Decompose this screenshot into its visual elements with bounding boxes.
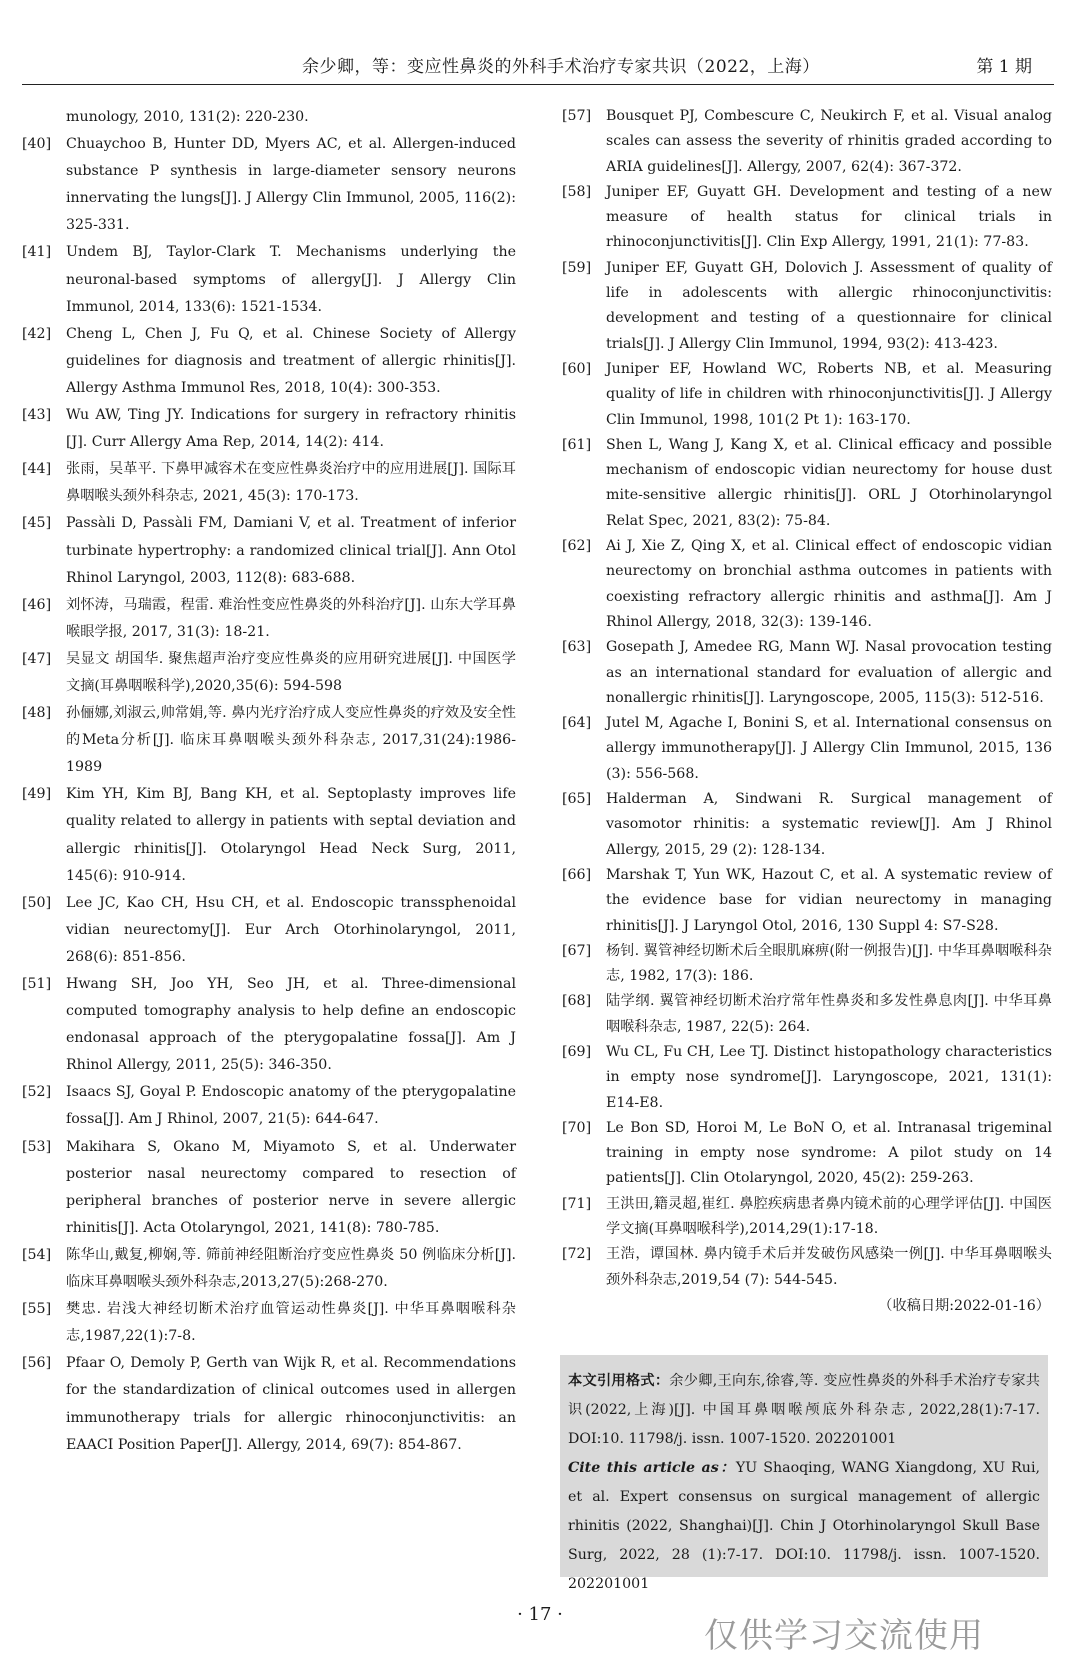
reference-item	[562, 711, 1052, 787]
reference-number: [69]	[562, 1043, 592, 1060]
reference-text: Marshak T, Yun WK, Hazout C, et al. A systematic review of the evidence base for vidian neurectomy in managing rhinitis[J]. J Laryngol Otol, 2016, 130 Suppl 4: S7-S28.	[606, 866, 1052, 934]
reference-item	[562, 635, 1052, 711]
reference-text: munology, 2010, 131(2): 220-230.	[66, 109, 309, 125]
reference-item	[22, 592, 516, 646]
reference-number: [49]	[22, 786, 52, 803]
citation-text-cn: 余少卿,王向东,徐睿,等. 变应性鼻炎的外科手术治疗专家共识(2022,上海)[J]. 中国耳鼻咽喉颅底外科杂志, 2022,28(1):7-17. DOI:10. 11798/j. issn. 1007-1520. 202201001	[568, 1373, 1040, 1447]
reference-item	[22, 104, 516, 131]
reference-text: Jutel M, Agache I, Bonini S, et al. International consensus on allergy immunotherapy[J]. J Allergy Clin Immunol, 2015, 136 (3): 556-568.	[606, 715, 1052, 782]
reference-item	[562, 1192, 1052, 1243]
reference-text: Lee JC, Kao CH, Hsu CH, et al. Endoscopic transsphenoidal vidian neurectomy[J]. Eur Arch Otorhinolaryngol, 2011, 268(6): 851-856.	[66, 894, 516, 965]
reference-number: [59]	[562, 259, 592, 276]
reference-number: [58]	[562, 183, 592, 200]
reference-text: Kim YH, Kim BJ, Bang KH, et al. Septoplasty improves life quality related to allergy in patients with septal deviation and allergic rhinitis[J]. Otolaryngol Head Neck Surg, 2011, 145(6): 910-914.	[66, 786, 516, 884]
reference-text: 陆学纲. 翼管神经切断术治疗常年性鼻炎和多发性鼻息肉[J]. 中华耳鼻咽喉科杂志, 1987, 22(5): 264.	[606, 993, 1052, 1035]
reference-text: Shen L, Wang J, Kang X, et al. Clinical efficacy and possible mechanism of endoscopic vidian neurectomy for house dust mite-sensitive allergic rhinitis[J]. ORL J Otorhinolaryngol Relat Spec, 2021, 83(2): 75-84.	[606, 436, 1052, 529]
reference-number: [63]	[562, 639, 592, 656]
reference-text: Wu CL, Fu CH, Lee TJ. Distinct histopathology characteristics in empty nose syndrome[J]. Laryngoscope, 2021, 131(1): E14-E8.	[606, 1043, 1052, 1111]
reference-number: [51]	[22, 976, 52, 992]
reference-item	[22, 510, 516, 591]
reference-text: Isaacs SJ, Goyal P. Endoscopic anatomy of the pterygopalatine fossa[J]. Am J Rhinol, 2007, 21(5): 644-647.	[66, 1084, 516, 1128]
reference-text: Le Bon SD, Horoi M, Le BoN O, et al. Intranasal trigeminal training in empty nose syndrome: A pilot study on 14 patients[J]. Clin Otolaryngol, 2020, 45(2): 259-263.	[606, 1119, 1052, 1187]
reference-text: Gosepath J, Amedee RG, Mann WJ. Nasal provocation testing as an international standard for evaluation of allergic and nonallergic rhinitis[J]. Laryngoscope, 2005, 115(3): 512-516.	[606, 639, 1052, 706]
reference-item	[562, 104, 1052, 180]
reference-number: [71]	[562, 1195, 592, 1212]
reference-number: [52]	[22, 1084, 52, 1101]
reference-item	[562, 787, 1052, 863]
reference-number: [72]	[562, 1246, 592, 1263]
reference-number: [70]	[562, 1119, 592, 1136]
reference-number: [48]	[22, 705, 52, 722]
reference-number: [64]	[562, 715, 592, 732]
reference-text: Halderman A, Sindwani R. Surgical management of vasomotor rhinitis: a systematic review[J]. Am J Rhinol Allergy, 2015, 29 (2): 128-134.	[606, 791, 1052, 858]
reference-number: [60]	[562, 360, 592, 377]
page-header	[22, 44, 1054, 85]
reference-item	[22, 1079, 516, 1133]
reference-text: Makihara S, Okano M, Miyamoto S, et al. Underwater posterior nasal neurectomy compared to resection of peripheral branches of posterior nerve in severe allergic rhinitis[J]. Acta Otolaryngol, 2021, 141(8): 780-785.	[66, 1138, 516, 1236]
reference-number: [56]	[22, 1355, 52, 1372]
reference-text: 王浩，谭国林. 鼻内镜手术后并发破伤风感染一例[J]. 中华耳鼻咽喉头颈外科杂志,2019,54 (7): 544-545.	[606, 1246, 1052, 1288]
citation-box	[560, 1355, 1048, 1592]
issue-number: 第 1 期	[976, 57, 1032, 77]
reference-text: Chuaychoo B, Hunter DD, Myers AC, et al. Allergen-induced substance P synthesis in large-diameter sensory neurons innervating the lungs[J]. J Allergy Clin Immunol, 2005, 116(2): 325-331.	[66, 136, 516, 234]
reference-number: [62]	[562, 538, 592, 555]
reference-text: 吴显文 胡国华. 聚焦超声治疗变应性鼻炎的应用研究进展[J]. 中国医学文摘(耳鼻咽喉科学),2020,35(6): 594-598	[66, 650, 516, 694]
reference-number: [50]	[22, 894, 52, 911]
reference-text: Wu AW, Ting JY. Indications for surgery in refractory rhinitis [J]. Curr Allergy Ama Rep, 2014, 14(2): 414.	[66, 407, 516, 451]
reference-number: [44]	[22, 461, 52, 478]
reference-item	[22, 700, 516, 781]
reference-text: Juniper EF, Guyatt GH. Development and testing of a new measure of health status for clinical trials in rhinoconjunctivitis[J]. Clin Exp Allergy, 1991, 21(1): 77-83.	[606, 183, 1052, 251]
reference-item	[562, 1242, 1052, 1293]
reference-text: Hwang SH, Joo YH, Seo JH, et al. Three-dimensional computed tomography analysis to help define an endoscopic endonasal approach of the pterygopalatine fossa[J]. Am J Rhinol Allergy, 2011, 25(5): 346-350.	[66, 976, 516, 1074]
citation-label-en: Cite this article as：	[568, 1460, 736, 1476]
reference-item	[22, 131, 516, 239]
reference-number: [41]	[22, 244, 52, 261]
reference-number: [40]	[22, 136, 52, 153]
reference-column-right	[562, 104, 1052, 1319]
reference-number: [54]	[22, 1246, 52, 1263]
reference-item	[562, 939, 1052, 990]
reference-text: 杨钊. 翼管神经切断术后全眼肌麻痹(附一例报告)[J]. 中华耳鼻咽喉科杂志, 1982, 17(3): 186.	[606, 942, 1052, 985]
reference-item	[22, 456, 516, 510]
reference-item	[22, 1134, 516, 1242]
reference-item	[22, 781, 516, 889]
reference-number: [43]	[22, 407, 52, 424]
reference-item	[22, 890, 516, 971]
reference-number: [46]	[22, 596, 52, 613]
reference-item	[562, 180, 1052, 256]
reference-item	[22, 971, 516, 1079]
reference-item	[22, 646, 516, 700]
reference-number: [55]	[22, 1301, 52, 1318]
reference-item	[562, 433, 1052, 534]
reference-text: 张雨，吴革平. 下鼻甲减容术在变应性鼻炎治疗中的应用进展[J]. 国际耳鼻咽喉头颈外科杂志, 2021, 45(3): 170-173.	[66, 461, 516, 505]
reference-item	[562, 1040, 1052, 1116]
reference-item	[22, 1350, 516, 1458]
reference-item	[562, 534, 1052, 635]
reference-number: [53]	[22, 1138, 52, 1155]
reference-item	[22, 321, 516, 402]
reference-number: [61]	[562, 436, 592, 453]
reference-item	[22, 402, 516, 456]
reference-number: [57]	[562, 108, 592, 124]
reference-item	[562, 256, 1052, 357]
reference-text: Bousquet PJ, Combescure C, Neukirch F, et al. Visual analog scales can assess the severity of rhinitis graded according to ARIA guidelines[J]. Allergy, 2007, 62(4): 367-372.	[606, 108, 1052, 175]
reference-text: Juniper EF, Guyatt GH, Dolovich J. Assessment of quality of life in adolescents with allergic rhinoconjunctivitis: development and testing of a questionnaire for clinical trials[J]. J Allergy Clin Immunol, 1994, 93(2): 413-423.	[606, 259, 1052, 352]
reference-number: [45]	[22, 515, 52, 532]
reference-item	[562, 357, 1052, 433]
running-title: 余少卿，等：变应性鼻炎的外科手术治疗专家共识（2022，上海）	[302, 57, 820, 77]
reference-text: Ai J, Xie Z, Qing X, et al. Clinical effect of endoscopic vidian neurectomy on bronchial asthma outcomes in patients with coexisting refractory allergic rhinitis and asthma[J]. Am J Rhinol Allergy, 2018, 32(3): 139-146.	[606, 538, 1052, 630]
reference-item	[22, 1296, 516, 1350]
reference-item	[22, 239, 516, 320]
reference-column-left	[22, 104, 516, 1459]
page-number: · 17 ·	[517, 1604, 563, 1625]
reference-number: [67]	[562, 942, 592, 959]
reference-text: 王洪田,籍灵超,崔红. 鼻腔疾病患者鼻内镜术前的心理学评估[J]. 中国医学文摘(耳鼻咽喉科学),2014,29(1):17-18.	[606, 1195, 1052, 1238]
reference-text: 陈华山,戴复,柳娴,等. 筛前神经阻断治疗变应性鼻炎 50 例临床分析[J]. 临床耳鼻咽喉头颈外科杂志,2013,27(5):268-270.	[66, 1246, 516, 1291]
received-date: （收稿日期:2022-01-16）	[878, 1297, 1050, 1314]
reference-text: 刘怀涛，马瑞霞，程雷. 难治性变应性鼻炎的外科治疗[J]. 山东大学耳鼻喉眼学报, 2017, 31(3): 18-21.	[66, 596, 516, 640]
reference-text: 樊忠. 岩浅大神经切断术治疗血管运动性鼻炎[J]. 中华耳鼻咽喉科杂志,1987,22(1):7-8.	[66, 1301, 516, 1345]
reference-number: [42]	[22, 325, 52, 342]
reference-item	[22, 1242, 516, 1296]
reference-number: [68]	[562, 993, 592, 1010]
reference-text: Passàli D, Passàli FM, Damiani V, et al. Treatment of inferior turbinate hypertrophy: a randomized clinical trial[J]. Ann Otol Rhinol Laryngol, 2003, 112(8): 683-688.	[66, 515, 516, 586]
citation-label-cn: 本文引用格式：	[568, 1373, 670, 1389]
citation-text-en: YU Shaoqing, WANG Xiangdong, XU Rui, et al. Expert consensus on surgical management of allergic rhinitis (2022, Shanghai)[J]. Chin J Otorhinolaryngol Skull Base Surg, 2022, 28 (1):7-17. DOI:10. 11798/j. issn. 1007-1520. 202201001	[568, 1460, 1040, 1592]
reference-text: Cheng L, Chen J, Fu Q, et al. Chinese Society of Allergy guidelines for diagnosis and treatment of allergic rhinitis[J]. Allergy Asthma Immunol Res, 2018, 10(4): 300-353.	[66, 325, 516, 396]
reference-text: Undem BJ, Taylor-Clark T. Mechanisms underlying the neuronal-based symptoms of allergy[J]. J Allergy Clin Immunol, 2014, 133(6): 1521-1534.	[66, 244, 516, 315]
reference-text: Pfaar O, Demoly P, Gerth van Wijk R, et al. Recommendations for the standardization of clinical outcomes used in allergen immunotherapy trials for allergic rhinoconjunctivitis: an EAACI Position Paper[J]. Allergy, 2014, 69(7): 854-867.	[66, 1355, 516, 1453]
reference-item	[562, 989, 1052, 1040]
reference-text: 孙俪娜,刘淑云,帅常娟,等. 鼻内光疗治疗成人变应性鼻炎的疗效及安全性的Meta分析[J]. 临床耳鼻咽喉头颈外科杂志, 2017,31(24):1986-1989	[66, 705, 516, 776]
watermark-text: 仅供学习交流使用	[704, 1616, 984, 1656]
reference-number: [66]	[562, 866, 592, 883]
reference-number: [47]	[22, 650, 52, 667]
reference-item	[562, 1116, 1052, 1192]
reference-text: Juniper EF, Howland WC, Roberts NB, et al. Measuring quality of life in children with rhinoconjunctivitis[J]. J Allergy Clin Immunol, 1998, 101(2 Pt 1): 163-170.	[606, 360, 1052, 428]
reference-item	[562, 863, 1052, 939]
reference-number: [65]	[562, 791, 592, 808]
